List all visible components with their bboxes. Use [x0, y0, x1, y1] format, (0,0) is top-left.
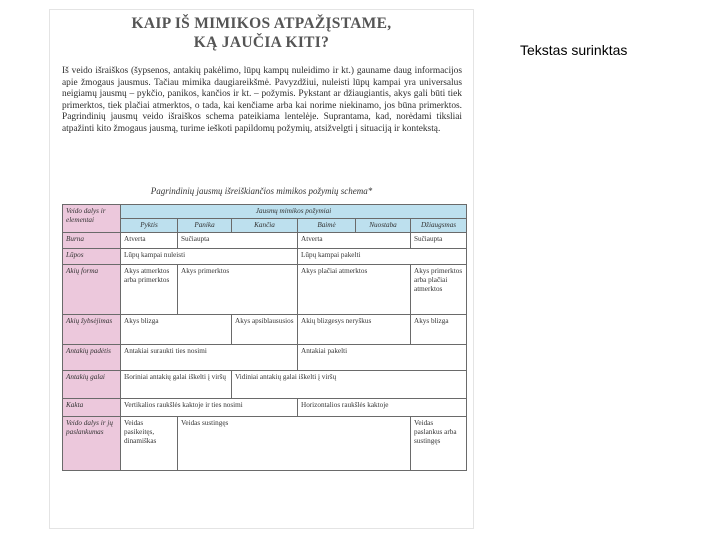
table-cell: Akys apsiblaususios: [232, 315, 298, 345]
table-cell: Lūpų kampai pakelti: [298, 249, 467, 265]
table-cell: Akys plačiai atmerktos: [298, 265, 411, 315]
table-cell: Lūpų kampai nuleisti: [121, 249, 298, 265]
table-cell: Išoriniai antakių galai iškelti į viršų: [121, 371, 232, 399]
table-cell: Veidas sustingęs: [178, 417, 411, 471]
row-label: Kakta: [63, 399, 121, 417]
title-line-2: KĄ JAUČIA KITI?: [193, 34, 330, 51]
page-title: [50, 14, 473, 52]
col-header-dziaugsmas: Džiaugsmas: [411, 219, 467, 233]
table-cell: Vidiniai antakių galai iškelti į viršų: [232, 371, 467, 399]
table-cell: Atverta: [298, 233, 411, 249]
table-row: [63, 315, 467, 345]
table-row: [63, 249, 467, 265]
table-cell: Horizontalios raukšlės kaktoje: [298, 399, 467, 417]
col-header-nuostaba: Nuostaba: [356, 219, 411, 233]
col-header-pyktis: Pyktis: [121, 219, 178, 233]
group-header: Jausmų mimikos požymiai: [121, 205, 467, 219]
row-label: Akių žybsėjimas: [63, 315, 121, 345]
table-row: [63, 265, 467, 315]
table-cell: Akys blizga: [411, 315, 467, 345]
emotion-schema-table: [62, 204, 467, 471]
table-row: [63, 233, 467, 249]
table-cell: Veidas pasikeitęs, dinamiškas: [121, 417, 178, 471]
table-row: [63, 345, 467, 371]
body-paragraph: Iš veido išraiškos (šypsenos, antakių pakėlimo, lūpų kampų nuleidimo ir kt.) gauname daug informacijos apie žmogaus jausmus. Tačiau mimika daugiareikšmė. Pavyzdžiui, nuleisti lūpų kampai yra universalus neigiamų jausmų – pykčio, panikos, kančios ir kt. – požymis. Pykstant ar džiaugiantis, akys gali būti tiek primerktos, tiek plačiai atmerktos, o tada, kai kenčiame arba kai norime niekinamo, jos būna primerktos. Pagrindinių jausmų veido išraiškos schema pateikiama lentelėje. Suprantama, kad, norėdami tiksliai atpažinti kito žmogaus jausmą, turime ieškoti papildomų požymių, atsižvelgti į situaciją ir kontekstą.: [62, 66, 462, 134]
table-cell: Antakiai pakelti: [298, 345, 467, 371]
table-cell: Akys atmerktos arba primerktos: [121, 265, 178, 315]
col-header-panika: Panika: [178, 219, 232, 233]
col-header-baime: Baimė: [298, 219, 356, 233]
row-label: Antakių padėtis: [63, 345, 121, 371]
col-header-kancia: Kančia: [232, 219, 298, 233]
corner-header: Veido dalys ir elementai: [63, 205, 121, 233]
table-cell: Antakiai suraukti ties nosimi: [121, 345, 298, 371]
title-line-1: KAIP IŠ MIMIKOS ATPAŽĮSTAME,: [131, 15, 392, 32]
table-row: [63, 399, 467, 417]
textbook-page: [50, 10, 473, 528]
note-text: Tekstas surinktas: [520, 42, 628, 58]
table-cell: Sučiaupta: [411, 233, 467, 249]
row-label: Burna: [63, 233, 121, 249]
row-label: Akių forma: [63, 265, 121, 315]
table-header-row: [63, 205, 467, 219]
table-row: [63, 417, 467, 471]
table-cell: Akių blizgesys neryškus: [298, 315, 411, 345]
table-cell: Akys primerktos arba plačiai atmerktos: [411, 265, 467, 315]
table-cell: Veidas paslankus arba sustingęs: [411, 417, 467, 471]
table-row: [63, 371, 467, 399]
row-label: Antakių galai: [63, 371, 121, 399]
table-caption: Pagrindinių jausmų išreiškiančios mimikos požymių schema*: [150, 186, 373, 196]
table-cell: Akys blizga: [121, 315, 232, 345]
row-label: Lūpos: [63, 249, 121, 265]
table-cell: Sučiaupta: [178, 233, 298, 249]
table-cell: Atverta: [121, 233, 178, 249]
table-cell: Vertikalios raukšlės kaktoje ir ties nosimi: [121, 399, 298, 417]
column-header-row: [63, 219, 467, 233]
table-cell: Akys primerktos: [178, 265, 298, 315]
row-label: Veido dalys ir jų paslankumas: [63, 417, 121, 471]
